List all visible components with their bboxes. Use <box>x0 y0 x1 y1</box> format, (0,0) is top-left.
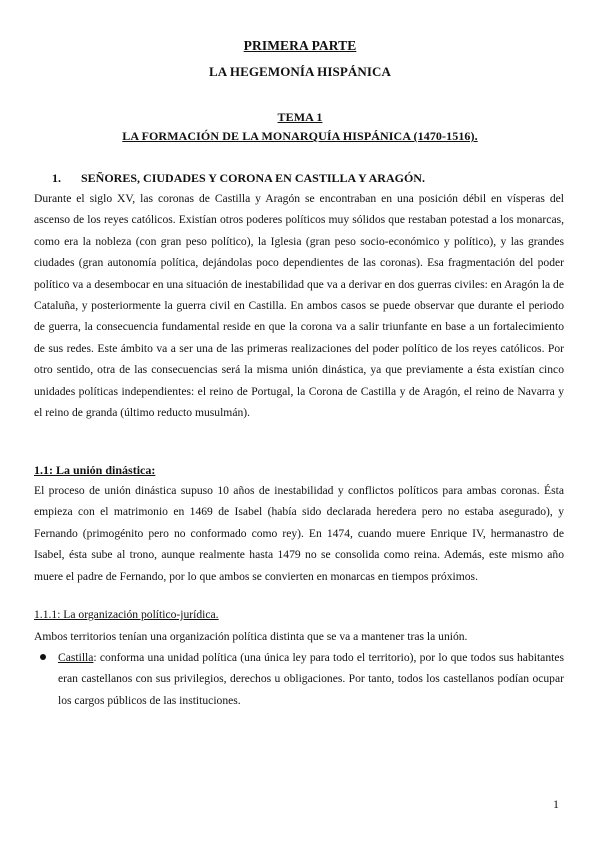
section-1-title: SEÑORES, CIUDADES Y CORONA EN CASTILLA Y ARAGÓN. <box>81 171 425 185</box>
section-1-1-1-heading: 1.1.1: La organización político-jurídica. <box>34 608 219 621</box>
section-1-1-1-intro: Ambos territorios tenían una organización política distinta que se va a mantener tras la unión. <box>34 630 468 643</box>
part-subtitle: LA HEGEMONÍA HISPÁNICA <box>208 64 392 79</box>
topic-title: LA FORMACIÓN DE LA MONARQUÍA HISPÁNICA (1470-1516). <box>122 129 478 143</box>
section-1-paragraph: Durante el siglo XV, las coronas de Castilla y Aragón se encontraban en una posición débil en vísperas del ascenso de los reyes católicos. Existían otros poderes políticos muy sólidos que restaban potestad a los monarcas, como era la nobleza (con gran peso político), la Iglesia (gran peso socio-económico y político), y las grandes ciudades (gran autonomía política, dejándolas poco dependientes de las coronas). Esa fragmentación del poder político va a desembocar en una situación de inestabilidad que va a derivar en dos guerras civiles: en Aragón la de Cataluña, y posteriormente la guerra civil en Castilla. En ambos casos se puede observar que durante el periodo de guerra, la consecuencia fundamental reside en que la corona va a salir triunfante en base a un fortalecimiento de sus redes. Este ámbito va a ser una de las primeras realizaciones del poder político de los reyes católicos. Por otro sentido, otra de las consecuencias será la misma unión dinástica, ya que previamente a ésta existían cinco unidades políticas independientes: el reino de Portugal, la Corona de Castilla y de Aragón, el reino de Navarra y el reino de granda (último reducto musulmán). <box>34 192 564 420</box>
section-1-number: 1. <box>52 171 61 185</box>
part-title: PRIMERA PARTE <box>243 38 357 53</box>
list-item-text: : conforma una unidad política (una única ley para todo el territorio), por lo que todos sus habitantes eran castellanos con sus privilegios, derechos u obligaciones. Por tanto, todos los castellanos podían ocupar los cargos públicos de las instituciones. <box>58 651 564 707</box>
section-1-1-paragraph: El proceso de unión dinástica supuso 10 años de inestabilidad y conflictos políticos para ambas coronas. Ésta empieza con el matrimonio en 1469 de Isabel (había sido declarada heredera pero no estaba asegurado), y Fernando (primogénito pero no conformado como rey). En 1474, cuando muere Enrique IV, hermanastro de Isabel, ésta sube al trono, aunque realmente hasta 1479 no se consolida como reina. Además, este mismo año muere el padre de Fernando, por lo que ambos se convierten en monarcas en tiempos próximos. <box>34 484 564 583</box>
list-item-term: Castilla <box>58 651 94 664</box>
page-number: 1 <box>553 797 559 811</box>
list-item <box>58 647 564 711</box>
section-1-1-heading: 1.1: La unión dinástica: <box>34 463 156 477</box>
section-1-heading <box>52 171 425 186</box>
topic-label: TEMA 1 <box>277 110 323 124</box>
bullet-icon <box>40 654 46 660</box>
